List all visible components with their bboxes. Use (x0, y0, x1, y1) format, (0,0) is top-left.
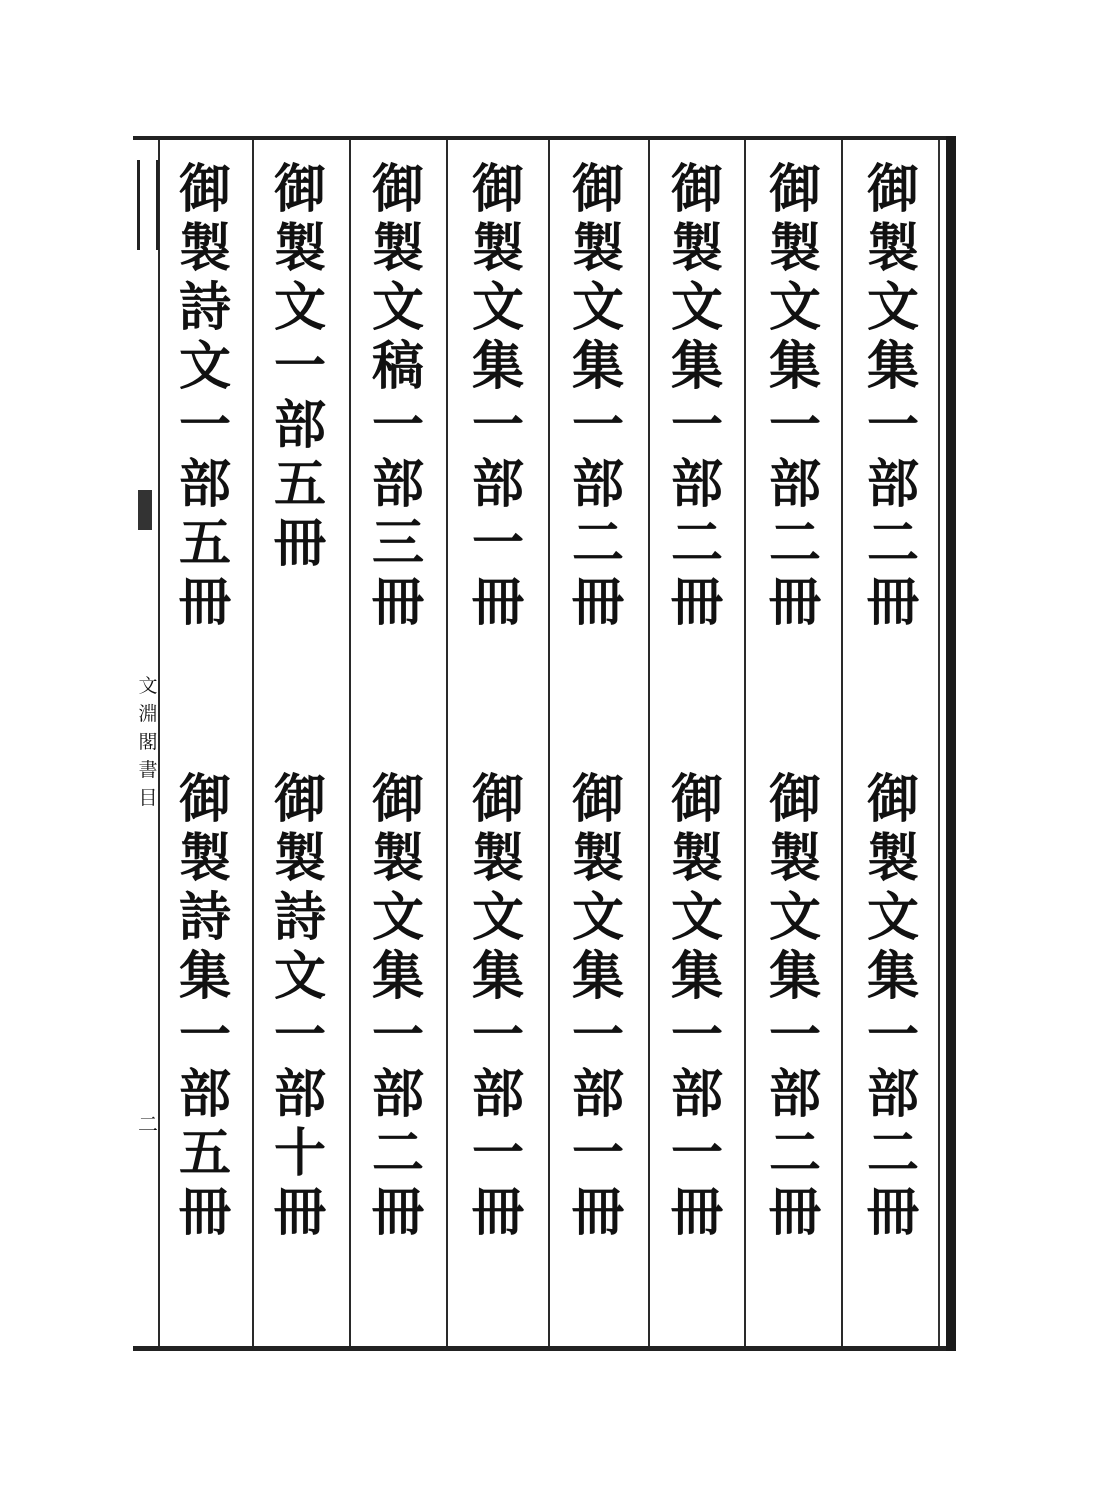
entry-char: 文 (178, 336, 231, 397)
entry-char: 御 (371, 769, 424, 830)
entry-char: 冊 (866, 572, 919, 633)
entry-char: 集 (866, 336, 919, 397)
entry-char: 製 (670, 828, 723, 889)
gutter-title-char: 目 (138, 787, 158, 809)
entry-char: 製 (571, 218, 624, 279)
column-5-upper-entry (455, 160, 541, 632)
entry-char: 御 (670, 769, 723, 830)
entry-char: 集 (471, 336, 524, 397)
entry-char: 冊 (273, 1182, 326, 1243)
entry-char: 冊 (471, 1182, 524, 1243)
entry-char: 部 (571, 454, 624, 515)
entry-char: 一 (471, 1123, 524, 1184)
entry-char: 集 (866, 946, 919, 1007)
entry-char: 文 (273, 277, 326, 338)
entry-char: 五 (178, 1123, 231, 1184)
entry-char: 製 (866, 828, 919, 889)
column-1-upper-entry (850, 160, 936, 632)
entry-char: 文 (768, 277, 821, 338)
entry-char: 文 (768, 887, 821, 948)
gutter-title-char: 文 (138, 675, 158, 697)
entry-char: 製 (273, 218, 326, 279)
entry-char: 製 (670, 218, 723, 279)
entry-char: 冊 (670, 572, 723, 633)
column-rule (349, 140, 351, 1346)
entry-char: 御 (866, 769, 919, 830)
entry-char: 部 (571, 1064, 624, 1125)
column-7-upper-entry (257, 160, 343, 573)
column-7-lower-entry (257, 770, 343, 1242)
column-rule (841, 140, 843, 1346)
entry-char: 二 (866, 1123, 919, 1184)
entry-char: 御 (273, 159, 326, 220)
entry-char: 一 (866, 395, 919, 456)
entry-char: 集 (768, 336, 821, 397)
entry-char: 一 (471, 395, 524, 456)
gutter-title-char: 閣 (138, 731, 158, 753)
entry-char: 一 (273, 1005, 326, 1066)
entry-char: 御 (866, 159, 919, 220)
column-4-lower-entry (555, 770, 641, 1242)
column-rule (744, 140, 746, 1346)
entry-char: 御 (178, 769, 231, 830)
entry-char: 一 (471, 1005, 524, 1066)
entry-char: 部 (371, 1064, 424, 1125)
entry-char: 御 (571, 159, 624, 220)
entry-char: 一 (768, 395, 821, 456)
entry-char: 部 (768, 454, 821, 515)
entry-char: 冊 (571, 572, 624, 633)
column-rule (252, 140, 254, 1346)
column-2-upper-entry (752, 160, 838, 632)
entry-char: 御 (768, 159, 821, 220)
entry-char: 部 (768, 1064, 821, 1125)
column-3-lower-entry (654, 770, 740, 1242)
entry-char: 製 (866, 218, 919, 279)
column-1-lower-entry (850, 770, 936, 1242)
column-8-lower-entry (162, 770, 248, 1242)
entry-char: 冊 (768, 1182, 821, 1243)
column-2-lower-entry (752, 770, 838, 1242)
entry-char: 部 (273, 1064, 326, 1125)
entry-char: 五 (273, 454, 326, 515)
entry-char: 二 (571, 513, 624, 574)
entry-char: 部 (371, 454, 424, 515)
entry-char: 部 (670, 1064, 723, 1125)
entry-char: 部 (866, 1064, 919, 1125)
entry-char: 一 (670, 1123, 723, 1184)
entry-char: 部 (178, 454, 231, 515)
entry-char: 部 (178, 1064, 231, 1125)
entry-char: 集 (371, 946, 424, 1007)
entry-char: 文 (866, 887, 919, 948)
entry-char: 御 (178, 159, 231, 220)
entry-char: 製 (178, 218, 231, 279)
entry-char: 製 (178, 828, 231, 889)
entry-char: 集 (178, 946, 231, 1007)
entry-char: 御 (371, 159, 424, 220)
entry-char: 製 (768, 218, 821, 279)
entry-char: 二 (371, 1123, 424, 1184)
entry-char: 文 (866, 277, 919, 338)
entry-char: 集 (571, 336, 624, 397)
entry-char: 部 (273, 395, 326, 456)
column-6-lower-entry (355, 770, 441, 1242)
entry-char: 冊 (866, 1182, 919, 1243)
entry-char: 部 (471, 454, 524, 515)
fishtail-block (138, 490, 152, 530)
entry-char: 冊 (768, 572, 821, 633)
entry-char: 集 (670, 336, 723, 397)
entry-char: 文 (571, 887, 624, 948)
entry-char: 部 (670, 454, 723, 515)
frame-right-border (946, 136, 956, 1351)
column-rule (648, 140, 650, 1346)
entry-char: 二 (670, 513, 723, 574)
entry-char: 一 (571, 1123, 624, 1184)
column-4-upper-entry (555, 160, 641, 632)
entry-char: 文 (670, 277, 723, 338)
entry-char: 製 (371, 218, 424, 279)
entry-char: 製 (471, 828, 524, 889)
entry-char: 一 (571, 395, 624, 456)
entry-char: 製 (471, 218, 524, 279)
column-5-lower-entry (455, 770, 541, 1242)
entry-char: 御 (273, 769, 326, 830)
entry-char: 詩 (178, 277, 231, 338)
column-6-upper-entry (355, 160, 441, 632)
entry-char: 冊 (178, 572, 231, 633)
entry-char: 一 (178, 1005, 231, 1066)
gutter-title-char: 書 (138, 759, 158, 781)
entry-char: 詩 (178, 887, 231, 948)
frame-bottom-border (133, 1346, 956, 1351)
entry-char: 文 (273, 946, 326, 1007)
entry-char: 御 (571, 769, 624, 830)
entry-char: 一 (670, 395, 723, 456)
entry-char: 詩 (273, 887, 326, 948)
entry-char: 集 (670, 946, 723, 1007)
entry-char: 一 (670, 1005, 723, 1066)
entry-char: 御 (670, 159, 723, 220)
entry-char: 御 (471, 159, 524, 220)
entry-char: 冊 (178, 1182, 231, 1243)
fishtail-mark (137, 160, 159, 250)
entry-char: 製 (571, 828, 624, 889)
entry-char: 部 (471, 1064, 524, 1125)
entry-char: 一 (866, 1005, 919, 1066)
entry-char: 冊 (371, 572, 424, 633)
entry-char: 部 (866, 454, 919, 515)
frame-top-border (133, 136, 956, 140)
entry-char: 一 (371, 1005, 424, 1066)
entry-char: 製 (371, 828, 424, 889)
entry-char: 一 (178, 395, 231, 456)
entry-char: 稿 (371, 336, 424, 397)
column-rule (548, 140, 550, 1346)
entry-char: 文 (371, 887, 424, 948)
entry-char: 三 (371, 513, 424, 574)
entry-char: 御 (471, 769, 524, 830)
entry-char: 文 (471, 887, 524, 948)
gutter-page-number: 二 (138, 1112, 158, 1136)
gutter-title-char: 淵 (138, 703, 158, 725)
entry-char: 冊 (371, 1182, 424, 1243)
entry-char: 十 (273, 1123, 326, 1184)
entry-char: 一 (273, 336, 326, 397)
entry-char: 文 (371, 277, 424, 338)
entry-char: 一 (571, 1005, 624, 1066)
entry-char: 集 (471, 946, 524, 1007)
column-3-upper-entry (654, 160, 740, 632)
entry-char: 五 (178, 513, 231, 574)
entry-char: 冊 (670, 1182, 723, 1243)
entry-char: 二 (866, 513, 919, 574)
entry-char: 一 (371, 395, 424, 456)
entry-char: 二 (768, 513, 821, 574)
entry-char: 冊 (571, 1182, 624, 1243)
column-8-upper-entry (162, 160, 248, 632)
entry-char: 一 (768, 1005, 821, 1066)
entry-char: 集 (768, 946, 821, 1007)
entry-char: 御 (768, 769, 821, 830)
entry-char: 文 (670, 887, 723, 948)
entry-char: 冊 (471, 572, 524, 633)
entry-char: 二 (768, 1123, 821, 1184)
frame-right-inner-line (938, 140, 940, 1346)
column-rule (446, 140, 448, 1346)
entry-char: 文 (571, 277, 624, 338)
gutter-title (136, 672, 160, 812)
entry-char: 製 (273, 828, 326, 889)
entry-char: 一 (471, 513, 524, 574)
entry-char: 文 (471, 277, 524, 338)
entry-char: 集 (571, 946, 624, 1007)
entry-char: 冊 (273, 513, 326, 574)
entry-char: 製 (768, 828, 821, 889)
